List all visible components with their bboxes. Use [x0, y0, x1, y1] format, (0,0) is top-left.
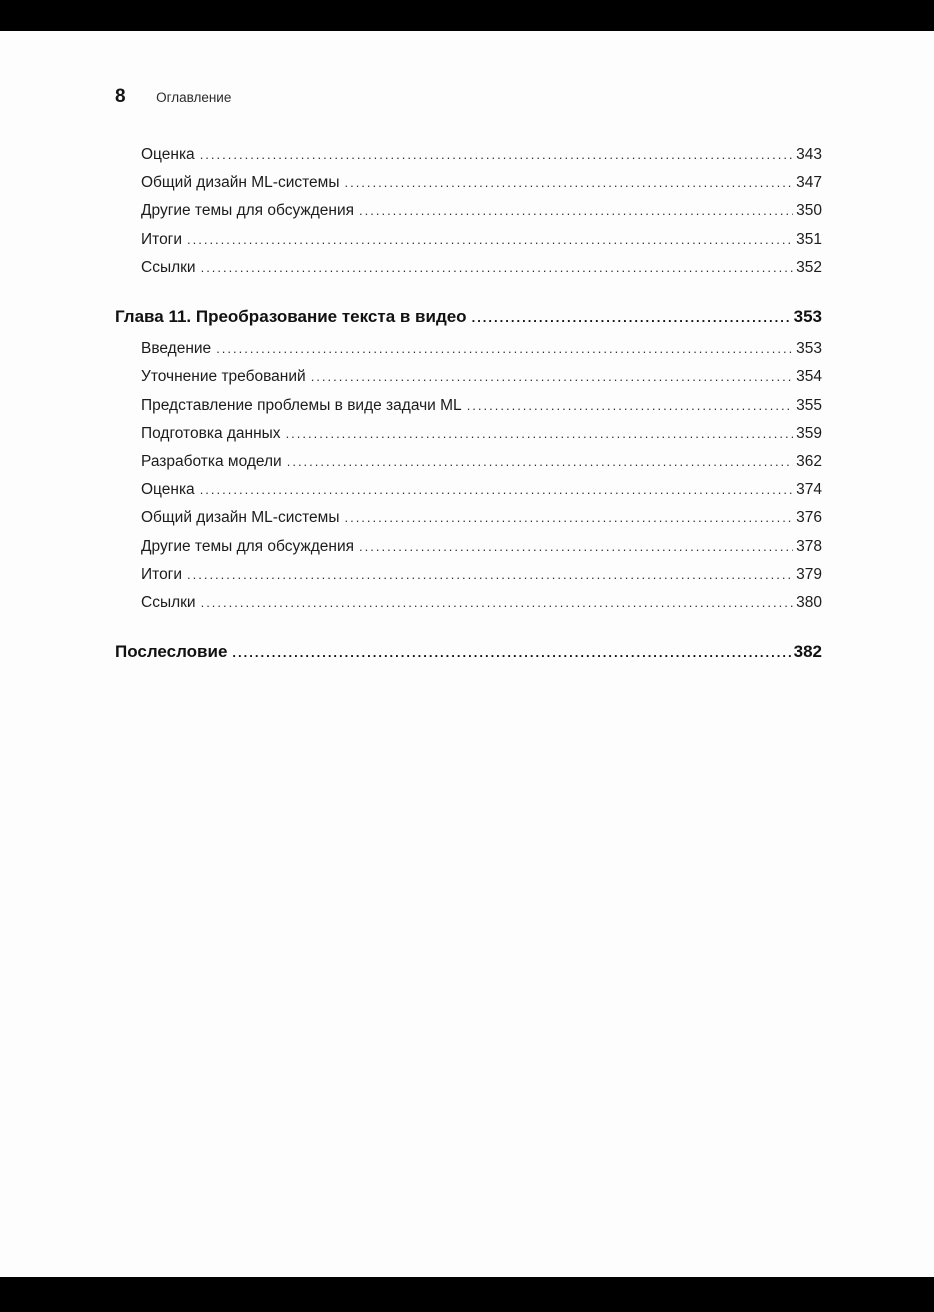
- toc-entry: [115, 226, 822, 254]
- toc-entry-label: Оценка: [141, 481, 195, 499]
- toc-entry-label: Уточнение требований: [141, 368, 306, 386]
- toc-entry-page: 378: [796, 537, 822, 555]
- toc-entry: [115, 392, 822, 420]
- toc-entry-page: 352: [796, 258, 822, 276]
- toc-dot-leader: [359, 197, 793, 225]
- toc-entry-label: Другие темы для обсуждения: [141, 202, 355, 220]
- toc-entry-page: 380: [796, 594, 822, 612]
- toc-entry-page: 347: [796, 174, 822, 192]
- page-number: 8: [115, 86, 127, 107]
- toc-entry-page: 376: [796, 509, 822, 527]
- toc-dot-leader: [216, 335, 793, 363]
- toc-entry: [115, 533, 822, 561]
- toc-entry-page: 382: [793, 642, 822, 662]
- toc-entry-page: 354: [796, 368, 822, 386]
- toc-entry-page: 374: [796, 481, 822, 499]
- toc-entry-page: 353: [793, 307, 822, 327]
- toc-entry-label: Ссылки: [141, 258, 196, 276]
- toc-entry-label: Другие темы для обсуждения: [141, 537, 355, 555]
- toc-dot-leader: [232, 638, 790, 667]
- toc-entry: [115, 335, 822, 363]
- toc-entry-page: 353: [796, 340, 822, 358]
- toc-entry: [115, 141, 822, 169]
- toc-entry: [115, 303, 822, 332]
- toc-dot-leader: [472, 303, 791, 332]
- toc-dot-leader: [311, 363, 793, 391]
- toc-entry-label: Разработка модели: [141, 453, 282, 471]
- toc-entry: [115, 254, 822, 282]
- toc-entry-label: Общий дизайн ML-системы: [141, 509, 340, 527]
- toc-entry-label: Представление проблемы в виде задачи ML: [141, 396, 462, 414]
- toc-entry-page: 355: [796, 396, 822, 414]
- toc-entry-page: 359: [796, 424, 822, 442]
- toc-dot-leader: [200, 141, 793, 169]
- toc-dot-leader: [344, 169, 793, 197]
- toc-entry: [115, 448, 822, 476]
- toc-entry: [115, 589, 822, 617]
- toc-entry: [115, 561, 822, 589]
- toc-entry: [115, 638, 822, 667]
- toc-entry-label: Подготовка данных: [141, 424, 281, 442]
- toc-entry-label: Глава 11. Преобразование текста в видео: [115, 307, 467, 327]
- toc-entry: [115, 420, 822, 448]
- toc-dot-leader: [344, 504, 793, 532]
- toc-list: [115, 141, 822, 667]
- toc-entry-page: 351: [796, 230, 822, 248]
- toc-entry-label: Общий дизайн ML-системы: [141, 174, 340, 192]
- toc-entry: [115, 197, 822, 225]
- toc-dot-leader: [286, 420, 794, 448]
- toc-entry-label: Введение: [141, 340, 212, 358]
- running-header-title: Оглавление: [156, 90, 232, 105]
- toc-dot-leader: [187, 226, 793, 254]
- toc-entry: [115, 169, 822, 197]
- toc-dot-leader: [467, 392, 793, 420]
- toc-entry-label: Итоги: [141, 565, 182, 583]
- toc-entry-label: Оценка: [141, 146, 195, 163]
- toc-entry-page: 350: [796, 202, 822, 220]
- toc-entry: [115, 504, 822, 532]
- toc-dot-leader: [201, 589, 794, 617]
- toc-dot-leader: [287, 448, 793, 476]
- page-content: [115, 0, 822, 670]
- toc-entry-page: 343: [796, 146, 822, 163]
- toc-entry-label: Послесловие: [115, 642, 228, 662]
- toc-dot-leader: [200, 476, 793, 504]
- toc-dot-leader: [187, 561, 793, 589]
- toc-entry-page: 379: [796, 565, 822, 583]
- bottom-black-bar: [0, 1277, 934, 1312]
- toc-entry-page: 362: [796, 453, 822, 471]
- toc-dot-leader: [201, 254, 794, 282]
- toc-entry-label: Ссылки: [141, 594, 196, 612]
- running-header: [115, 86, 822, 108]
- toc-dot-leader: [359, 533, 793, 561]
- toc-entry: [115, 363, 822, 391]
- toc-entry: [115, 476, 822, 504]
- toc-entry-label: Итоги: [141, 230, 182, 248]
